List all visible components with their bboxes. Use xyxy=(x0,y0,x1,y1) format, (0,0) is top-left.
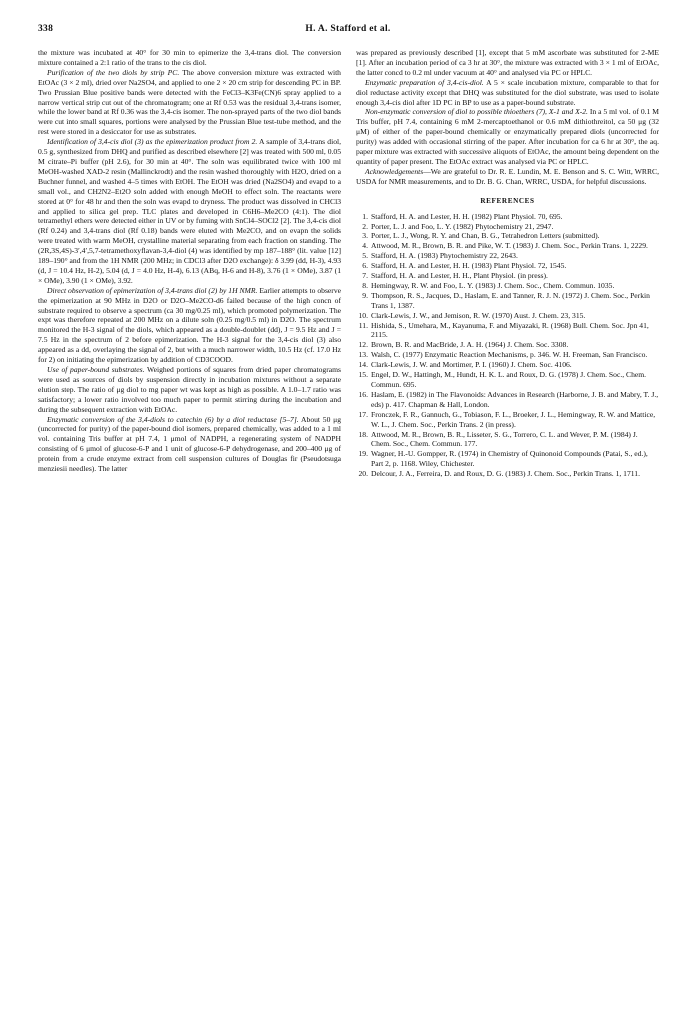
left-column xyxy=(38,48,341,474)
reference-number: 2. xyxy=(362,221,368,231)
reference-number: 20. xyxy=(358,469,368,479)
reference-item xyxy=(356,410,659,430)
paragraph xyxy=(38,137,341,286)
reference-item xyxy=(356,311,659,321)
reference-number: 5. xyxy=(362,251,368,261)
reference-number: 19. xyxy=(358,449,368,459)
paragraph-text: A 5 × scale incubation mixture, comparable to that for diol reductase activity except that DHQ was substituted for the diol substrate, was used to isolate enough 3,4-cis diol after 1D PC in BP to use as a paper-bound substrate. xyxy=(356,77,659,107)
page-header xyxy=(38,24,658,40)
paragraph xyxy=(38,415,341,474)
paragraph xyxy=(38,48,341,68)
section-lead: Direct observation of epimerization of 3,4-trans diol (2) by 1H NMR. xyxy=(47,285,258,295)
paragraph-text: About 50 μg (uncorrected for purity) of the paper-bound diol isomers, prepared chemically, was added to a 1 ml vol. containing Tris buffer at pH 7.4, 1 μmol of NADPH, a regenerating system of NADPH consisting of 6 μmol of glucose-6-P and 1 unit of glucose-6-P dehydrogenase, and 200–400 μg of protein from a crude enzyme extract from cell suspension cultures of Douglas fir (Pseudotsuga menziesii needles). The latter xyxy=(38,414,341,474)
reference-list xyxy=(356,212,659,479)
reference-number: 7. xyxy=(362,271,368,281)
reference-item xyxy=(356,251,659,261)
reference-text: Brown, B. R. and MacBride, J. A. H. (1964) J. Chem. Soc. 3308. xyxy=(371,340,569,350)
section-lead: Enzymatic conversion of the 3,4-diols to catechin (6) by a diol reductase [5–7]. xyxy=(47,414,299,424)
paragraph-text: The above conversion mixture was extracted with EtOAc (3 × 2 ml), dried over Na2SO4, and applied to one 2 × 20 cm strip for descending PC in BP. Two Prussian Blue positive bands were detected with the FeCl3–K3Fe(CN)6 spray applied to a narrow vertical strip cut out of the chromatogram; one at Rf 0.53 was the residual 3,4-trans isomer, while the lower band at Rf 0.36 was the 3,4-cis isomer. The non-sprayed parts of the two diol bands were cut into small squares, portions were analysed by the Prussian Blue test-tube method, and the rest were stored in a desiccator for use as substrates. xyxy=(38,67,341,137)
reference-number: 6. xyxy=(362,261,368,271)
running-head: H. A. Stafford et al. xyxy=(305,24,391,34)
paragraph xyxy=(38,286,341,365)
reference-number: 8. xyxy=(362,280,368,290)
section-lead: Non-enzymatic conversion of diol to possible thioethers (7), X-1 and X-2. xyxy=(365,107,588,117)
reference-number: 11. xyxy=(358,320,368,330)
reference-text: Stafford, H. A. and Lester, H. H. (1983) Plant Physiol. 72, 1545. xyxy=(371,261,567,271)
references-heading: REFERENCES xyxy=(480,196,535,205)
reference-number: 4. xyxy=(362,241,368,251)
reference-text: Thompson, R. S., Jacques, D., Haslam, E. and Tanner, R. J. N. (1972) J. Chem. Soc., Perkin Trans 1, 1387. xyxy=(371,290,650,310)
acknowledgements xyxy=(356,167,659,187)
reference-number: 18. xyxy=(358,429,368,439)
reference-text: Attwood, M. R., Brown, B. R., Lisseter, S. G., Torrero, C. L. and Wever, P. M. (1984) J. Chem. Soc., Chem. Commun. 177. xyxy=(371,429,638,449)
reference-item xyxy=(356,340,659,350)
reference-number: 9. xyxy=(362,290,368,300)
reference-item xyxy=(356,212,659,222)
reference-item xyxy=(356,430,659,450)
reference-item xyxy=(356,360,659,370)
reference-text: Engel, D. W., Hattingh, M., Hundt, H. K. L. and Roux, D. G. (1978) J. Chem. Soc., Chem. Commun. 695. xyxy=(371,370,647,389)
reference-item xyxy=(356,261,659,271)
reference-item xyxy=(356,350,659,360)
reference-number: 16. xyxy=(358,389,368,399)
reference-item xyxy=(356,241,659,251)
paragraph xyxy=(38,68,341,137)
reference-item xyxy=(356,222,659,232)
paragraph-text: Weighed portions of squares from dried paper chromatograms were used as sources of diols by suspension directly in incubation mixtures without a separate elution step. The ratio of μg diol to mg paper wt was kept as high as possible. A 1.0–1.7 ratio was satisfactory; a lower ratio involved too much paper to permit stirring during the incubation and during the subsequent extraction with EtOAc. xyxy=(38,365,341,414)
section-lead: Enzymatic preparation of 3,4-cis-diol. xyxy=(365,77,484,87)
reference-text: Hemingway, R. W. and Foo, L. Y. (1983) J. Chem. Soc., Chem. Commun. 1035. xyxy=(371,280,615,290)
reference-item xyxy=(356,449,659,469)
reference-text: Walsh, C. (1977) Enzymatic Reaction Mechanisms, p. 346. W. H. Freeman, San Francisco. xyxy=(371,350,648,360)
reference-text: Wagner, H.-U. Gompper, R. (1974) in Chemistry of Quinonoid Compounds (Patai, S., ed.), Part 2, p. 1168. Wiley, Chichester. xyxy=(371,449,648,469)
paragraph xyxy=(356,48,659,78)
reference-item xyxy=(356,469,659,479)
reference-item xyxy=(356,281,659,291)
reference-item xyxy=(356,271,659,281)
reference-number: 3. xyxy=(362,231,368,241)
reference-item xyxy=(356,321,659,341)
reference-number: 14. xyxy=(358,360,368,370)
reference-text: Porter, L. J., Wong, R. Y. and Chan, B. G., Tetrahedron Letters (submitted). xyxy=(371,231,600,241)
section-lead: Identification of 3,4-cis diol (3) as the epimerization product from 2. xyxy=(47,137,258,147)
reference-item xyxy=(356,291,659,311)
reference-item xyxy=(356,390,659,410)
reference-text: Porter, L. J. and Foo, L. Y. (1982) Phytochemistry 21, 2947. xyxy=(371,221,554,231)
section-lead: Use of paper-bound substrates. xyxy=(47,365,145,374)
paragraph xyxy=(356,78,659,108)
paragraph-text: Earlier attempts to observe the epimerization at 90 MHz in D2O or D2O–Me2CO-d6 failed because of the high concn of substrate required to observe a spectrum (ca 30 mg/0.25 ml), which promoted polymerization. The expt was therefore repeated at 200 MHz on a dilute soln (0.25 mg/0.5 ml) in D2O. The spectrum monitored the H-3 signal of the diols, which appeared as a double-doublet (dd), J = 9.5 Hz and J = 7.5 Hz in the spectrum of 2 before epimerization. The H-3 signal for the 3,4-cis diol (3) also appeared as a dd, overlaying the signal of 2, but with a much narrower width, 10.5 Hz (cf. 17.0 Hz for 2) on initiating the epimerization by addition of CD3COOD. xyxy=(38,285,341,365)
reference-text: Stafford, H. A. and Lester, H. H., Plant Physiol. (in press). xyxy=(371,271,548,281)
right-column xyxy=(356,48,659,479)
reference-text: Haslam, E. (1982) in The Flavonoids: Advances in Research (Harborne, J. B. and Mabry, T. J., eds) p. 417. Chapman & Hall, London. xyxy=(371,389,659,409)
reference-number: 13. xyxy=(358,350,368,360)
paragraph-text: was prepared as previously described [1], except that 5 mM ascorbate was substituted for 2-ME [1]. After an incubation period of ca 3 hr at 30°, the mixture was extracted with 3 × 1 ml of EtOAc, the latter concd to 0.2 ml under vacuum at 40° and analysed via PC or HPLC. xyxy=(356,48,659,77)
reference-number: 12. xyxy=(358,340,368,350)
section-lead: Purification of the two diols by strip PC. xyxy=(47,67,180,77)
reference-number: 10. xyxy=(358,310,368,320)
reference-text: Hishida, S., Umehara, M., Kayanuma, F. and Miyazaki, R. (1968) Bull. Chem. Soc. Jpn 41, 2115. xyxy=(371,320,649,340)
paragraph xyxy=(38,365,341,415)
reference-number: 1. xyxy=(362,211,368,221)
reference-text: Stafford, H. A. (1983) Phytochemistry 22, 2643. xyxy=(371,251,518,261)
reference-text: Clark-Lewis, J. W. and Mortimer, P. I. (1960) J. Chem. Soc. 4106. xyxy=(371,360,572,370)
paragraph-text: A sample of 3,4-trans diol, 0.5 g, synthesized from DHQ and purified as described elsewhere [2] was treated with 500 ml, 0.05 M citrate–Pi buffer (pH 2.6), for 30 min at 40°. The soln was equilibrated twice with 100 ml MeOH-washed XAD-2 resin (Mallinckrodt) and the resin washed thoroughly with H2O, dried on a Buchner funnel, and washed 4–5 times with EtOH. The EtOH was dried (Na2SO4) and evapd to a small vol., and CH2N2–Et2O soln added with enough MeOH to effect soln. The reactants were stored at 0° for 48 hr and then the soln was evapd to dryness. The product was dissolved in CHCl3 and applied to silica gel prep. TLC plates and developed in C6H6–Me2CO (4:1). The diol tetramethyl ethers were detected either in UV or by fuming with SnCl4–SOCl2 [2]. The 3,4-cis diol (Rf 0.24) and 3,4-trans diol (Rf 0.18) bands were eluted with Me2CO, and on evapn the solids were treated with warm MeOH, crystalline material separating from each fraction on standing. The (2R,3S,4S)-3′,4′,5,7-tetramethoxyflavan-3,4-diol (4) was identified by mp 187–188° (lit. value [12] 189–190° and from the 1H NMR (200 MHz; in CDCl3 after D2O exchange): δ 3.99 (dd, H-3), 4.93 (d, J = 10.4 Hz, H-2), 5.04 (d, J = 4.0 Hz, H-4), 6.13 (ABq, H-6 and H-8), 3.76 (1 × OMe), 3.87 (1 × OMe), 3.90 (1 × OMe), 3.92. xyxy=(38,137,341,285)
reference-number: 15. xyxy=(358,370,368,380)
reference-text: Stafford, H. A. and Lester, H. H. (1982) Plant Physiol. 70, 695. xyxy=(371,211,563,221)
reference-item xyxy=(356,231,659,241)
reference-number: 17. xyxy=(358,409,368,419)
acknowledgements-lead: Acknowledgements xyxy=(365,166,424,176)
reference-text: Clark-Lewis, J. W., and Jemison, R. W. (1970) Aust. J. Chem. 23, 315. xyxy=(371,310,586,320)
reference-item xyxy=(356,370,659,390)
paragraph-text: In a 5 ml vol. of 0.1 M Tris buffer, pH 7.4, containing 6 mM 2-mercaptoethanol or 0.6 mM dithiothreitol, ca 50 μg (32 μM) of either of the paper-bound chemically or enzymatically prepared diols (uncorrected for purity) was added with occasional stirring of the paper. After incubation for ca 6 hr at 30°, the aq. paper mixture was extracted with successive aliquots of EtOAc, the amount being dependent on the quantity of paper present. The EtOAc extract was analysed via PC or HPLC. xyxy=(356,107,660,166)
paragraph-text: the mixture was incubated at 40° for 30 min to epimerize the 3,4-trans diol. The conversion mixture contained a 2:1 ratio of the trans to the cis diol. xyxy=(38,48,341,67)
page-number: 338 xyxy=(38,24,54,34)
paragraph xyxy=(356,107,659,166)
reference-text: Fronczek, F. R., Gannuch, G., Tobiason, F. L., Broeker, J. L., Hemingway, R. W. and Mattice, W. L., J. Chem. Soc., Perkin Trans. 2 (in press). xyxy=(371,409,656,429)
reference-text: Delcour, J. A., Ferreira, D. and Roux, D. G. (1983) J. Chem. Soc., Perkin Trans. 1, 1711. xyxy=(371,469,640,479)
acknowledgements-text: —We are grateful to Dr. R. E. Lundin, M. E. Benson and S. C. Witt, WRRC, USDA for NMR measurements, and to Dr. B. G. Chan, WRRC, USDA, for helpful discussions. xyxy=(356,166,659,186)
reference-text: Attwood, M. R., Brown, B. R. and Pike, W. T. (1983) J. Chem. Soc., Perkin Trans. 1, 2229. xyxy=(371,241,648,251)
